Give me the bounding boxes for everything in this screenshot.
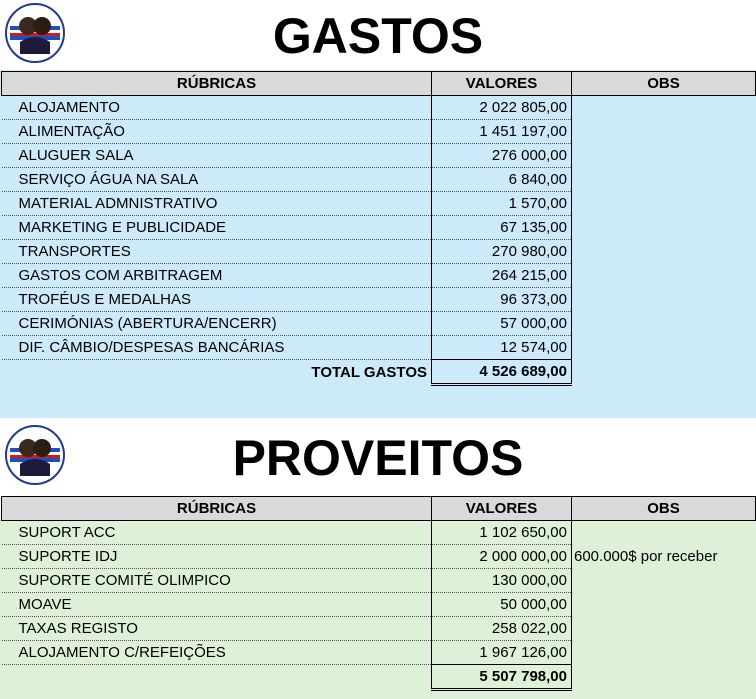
obs-cell xyxy=(572,240,756,264)
obs-cell xyxy=(572,641,756,665)
obs-cell xyxy=(572,288,756,312)
rubrica-cell: ALUGUER SALA xyxy=(2,144,432,168)
table-row xyxy=(2,288,756,312)
obs-cell xyxy=(572,120,756,144)
obs-cell xyxy=(572,593,756,617)
obs-cell xyxy=(572,216,756,240)
valores-header: VALORES xyxy=(432,497,572,521)
obs-header: OBS xyxy=(572,497,756,521)
table-row xyxy=(2,264,756,288)
total-value: 5 507 798,00 xyxy=(432,665,572,690)
valor-cell: 6 840,00 xyxy=(432,168,572,192)
obs-cell: 600.000$ por receber xyxy=(574,547,718,565)
rubrica-cell: ALOJAMENTO C/REFEIÇÕES xyxy=(2,641,432,665)
obs-cell xyxy=(572,144,756,168)
valor-cell: 276 000,00 xyxy=(432,144,572,168)
valor-cell: 2 022 805,00 xyxy=(432,96,572,120)
table-row xyxy=(2,144,756,168)
total-row xyxy=(2,665,756,690)
obs-header: OBS xyxy=(572,72,756,96)
table-row xyxy=(2,120,756,144)
rubrica-cell: TAXAS REGISTO xyxy=(2,617,432,641)
valor-cell: 57 000,00 xyxy=(432,312,572,336)
table-row xyxy=(2,336,756,360)
valor-cell: 2 000 000,00 xyxy=(432,545,572,569)
table-row xyxy=(2,312,756,336)
rubrica-cell: SUPORTE COMITÉ OLIMPICO xyxy=(2,569,432,593)
obs-cell xyxy=(572,360,756,385)
rubrica-cell: CERIMÓNIAS (ABERTURA/ENCERR) xyxy=(2,312,432,336)
obs-cell xyxy=(572,336,756,360)
obs-cell xyxy=(572,168,756,192)
rubrica-cell: SERVIÇO ÁGUA NA SALA xyxy=(2,168,432,192)
rubrica-cell: ALIMENTAÇÃO xyxy=(2,120,432,144)
proveitos-title: PROVEITOS xyxy=(232,430,524,486)
valor-cell: 130 000,00 xyxy=(432,569,572,593)
rubrica-cell: DIF. CÂMBIO/DESPESAS BANCÁRIAS xyxy=(2,336,432,360)
table-row xyxy=(2,617,756,641)
rubrica-cell: ALOJAMENTO xyxy=(2,96,432,120)
gastos-title: GASTOS xyxy=(272,8,484,64)
valor-cell: 1 102 650,00 xyxy=(432,521,572,545)
rubrica-cell: SUPORT ACC xyxy=(2,521,432,545)
table-row xyxy=(2,593,756,617)
table-row xyxy=(2,192,756,216)
table-row xyxy=(2,545,756,569)
total-label: TOTAL GASTOS xyxy=(311,363,427,381)
table-row xyxy=(2,216,756,240)
valor-cell: 270 980,00 xyxy=(432,240,572,264)
table-row xyxy=(2,641,756,665)
obs-cell xyxy=(572,192,756,216)
rubricas-header: RÚBRICAS xyxy=(2,72,432,96)
table-row xyxy=(2,521,756,545)
valor-cell: 1 570,00 xyxy=(432,192,572,216)
rubrica-cell: MARKETING E PUBLICIDADE xyxy=(2,216,432,240)
valor-cell: 258 022,00 xyxy=(432,617,572,641)
valor-cell: 1 451 197,00 xyxy=(432,120,572,144)
obs-cell xyxy=(572,521,756,545)
table-row xyxy=(2,240,756,264)
rubrica-cell: TROFÉUS E MEDALHAS xyxy=(2,288,432,312)
valor-cell: 12 574,00 xyxy=(432,336,572,360)
rubrica-cell: GASTOS COM ARBITRAGEM xyxy=(2,264,432,288)
obs-cell xyxy=(572,96,756,120)
table-row xyxy=(2,96,756,120)
obs-cell xyxy=(572,312,756,336)
rubrica-cell: SUPORTE IDJ xyxy=(2,545,432,569)
valor-cell: 67 135,00 xyxy=(432,216,572,240)
valor-cell: 50 000,00 xyxy=(432,593,572,617)
total-row xyxy=(2,360,756,385)
obs-cell xyxy=(572,264,756,288)
obs-cell xyxy=(572,665,756,690)
total-label xyxy=(2,665,432,690)
obs-cell xyxy=(572,617,756,641)
obs-cell xyxy=(572,569,756,593)
valores-header: VALORES xyxy=(432,72,572,96)
proveitos-section xyxy=(0,418,756,699)
proveitos-table xyxy=(1,496,756,691)
table-row xyxy=(2,168,756,192)
gastos-table xyxy=(1,71,756,386)
valor-cell: 264 215,00 xyxy=(432,264,572,288)
table-row xyxy=(2,569,756,593)
total-value: 4 526 689,00 xyxy=(432,360,572,385)
gastos-header-row xyxy=(2,72,756,96)
rubrica-cell: TRANSPORTES xyxy=(2,240,432,264)
proveitos-header-row xyxy=(2,497,756,521)
valor-cell: 96 373,00 xyxy=(432,288,572,312)
valor-cell: 1 967 126,00 xyxy=(432,641,572,665)
rubricas-header: RÚBRICAS xyxy=(2,497,432,521)
rubrica-cell: MOAVE xyxy=(2,593,432,617)
rubrica-cell: MATERIAL ADMNISTRATIVO xyxy=(2,192,432,216)
